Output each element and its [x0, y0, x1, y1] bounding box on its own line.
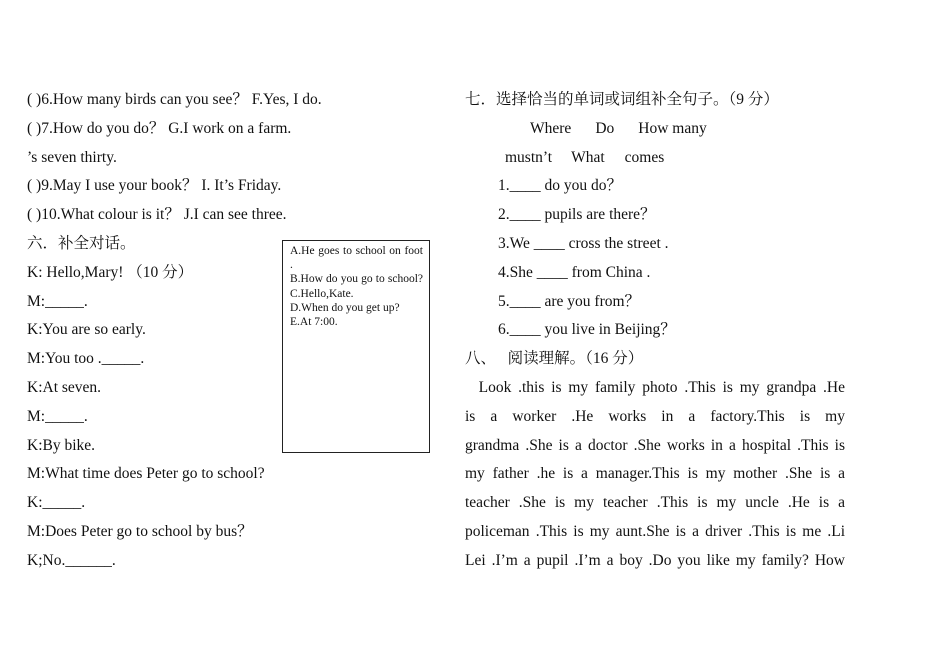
matching-question-10: ( )10.What colour is it？ J.I can see three.: [27, 206, 287, 224]
reading-passage-line: teacher .She is my teacher .This is my uncle .He is a: [465, 494, 845, 512]
matching-fragment: ’s seven thirty.: [27, 148, 117, 166]
right-column: [465, 86, 845, 576]
dialogue-options-box: [282, 240, 430, 453]
section-7-title: 七．选择恰当的单词或词组补全句子。（9 分）: [465, 91, 779, 108]
dialogue-line: K: Hello,Mary! （10 分）: [27, 263, 194, 281]
option-c: C.Hello,Kate.: [290, 287, 354, 300]
dialogue-line: M:Does Peter go to school by bus？: [27, 522, 253, 540]
word-bank-item: mustn’t: [505, 148, 553, 166]
dialogue-line: M:_____.: [27, 407, 88, 425]
matching-question-6: ( )6.How many birds can you see？ F.Yes, I do.: [27, 91, 322, 108]
reading-passage-line: Look .this is my family photo .This is my grandpa .He: [465, 378, 845, 396]
word-bank-row-1: [465, 115, 845, 144]
reading-passage-line: is a worker .He works in a factory.This is my: [465, 407, 845, 425]
word-bank-item: comes: [624, 148, 665, 166]
dialogue-line: K:_____.: [27, 494, 86, 512]
option-b: B.How do you go to school?: [290, 273, 423, 286]
reading-passage-line: policeman .This is my aunt.She is a driver .This is me .Li: [465, 522, 845, 540]
section-6-title: 六．补全对话。: [27, 234, 136, 252]
reading-passage-line: grandma .She is a doctor .She works in a hospital .This is: [465, 436, 845, 454]
dialogue-line: M:You too ._____.: [27, 350, 145, 368]
reading-passage-line: my father .he is a manager.This is my mother .She is a: [465, 465, 845, 483]
option-d: D.When do you get up?: [290, 301, 400, 314]
word-bank-item: How many: [638, 119, 707, 137]
option-a: A.He goes to school on foot .: [290, 245, 423, 272]
fill-question-1: 1.____ do you do？: [498, 177, 623, 195]
dialogue-line: M:What time does Peter go to school?: [27, 465, 265, 483]
dialogue-line: K:By bike.: [27, 436, 96, 454]
fill-question-4: 4.She ____ from China .: [498, 263, 651, 281]
section-8-title: 八、 阅读理解。（16 分）: [465, 350, 644, 368]
fill-question-2: 2.____ pupils are there？: [498, 206, 656, 224]
option-e: E.At 7:00.: [290, 316, 338, 329]
dialogue-line: K:You are so early.: [27, 321, 146, 339]
word-bank-row-2: [465, 144, 845, 173]
matching-question-9: ( )9.May I use your book？ I. It’s Friday.: [27, 177, 282, 195]
fill-question-3: 3.We ____ cross the street .: [498, 234, 669, 252]
dialogue-line: M:_____.: [27, 292, 88, 310]
fill-question-5: 5.____ are you from？: [498, 292, 641, 310]
reading-passage-line: Lei .I’m a pupil .I’m a boy .Do you like my family? How: [465, 551, 845, 569]
word-bank-item: What: [571, 148, 605, 166]
dialogue-line: K;No.______.: [27, 551, 116, 569]
fill-question-6: 6.____ you live in Beijing？: [498, 321, 676, 339]
dialogue-line: K:At seven.: [27, 378, 102, 396]
word-bank-item: Where: [530, 119, 572, 137]
word-bank-item: Do: [595, 119, 615, 137]
matching-question-7: ( )7.How do you do？ G.I work on a farm.: [27, 119, 292, 137]
